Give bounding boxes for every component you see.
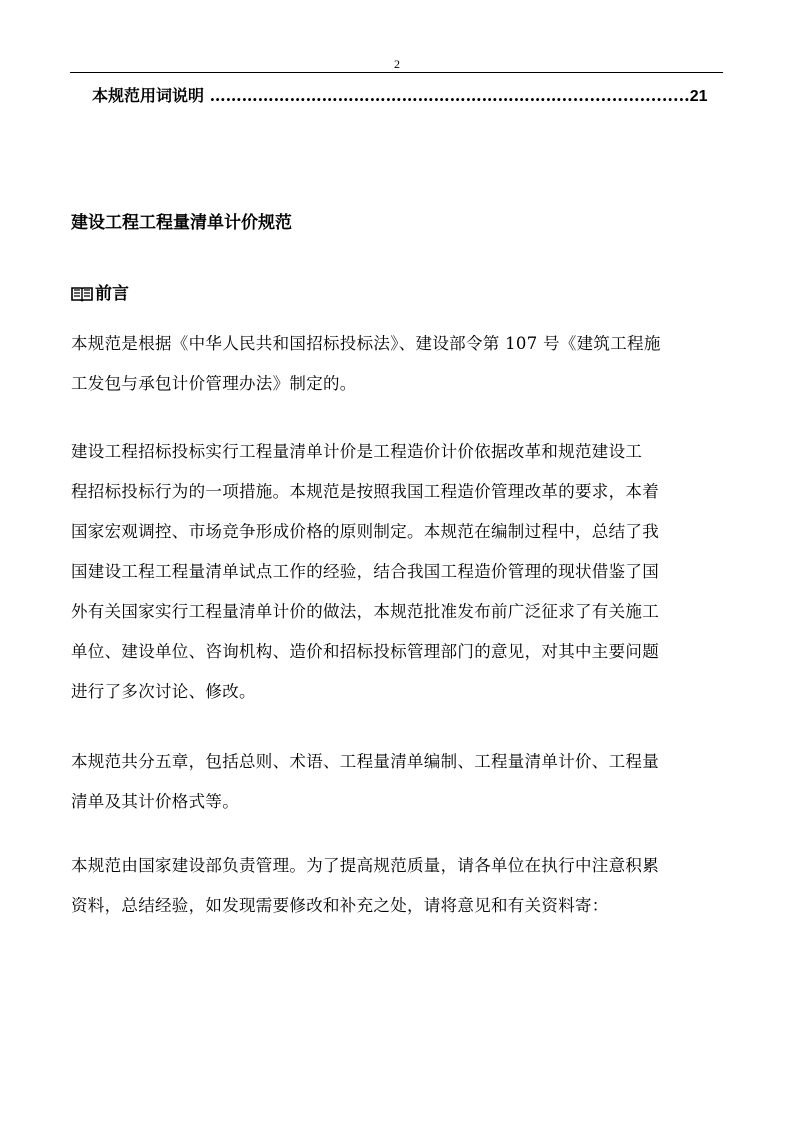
header-rule — [70, 72, 723, 73]
toc-leader-dots: …………………………………………………………....................... — [209, 86, 690, 105]
paragraph-line: 本规范由国家建设部负责管理。为了提高规范质量，请各单位在执行中注意积累 — [71, 856, 659, 875]
paragraph-line: 外有关国家实行工程量清单计价的做法，本规范批准发布前广泛征求了有关施工 — [71, 602, 659, 621]
paragraph-line: 建设工程招标投标实行工程量清单计价是工程造价计价依据改革和规范建设工 — [71, 442, 643, 461]
paragraph-line: 清单及其计价格式等。 — [71, 792, 239, 811]
section-heading-label: 前言 — [95, 284, 129, 304]
paragraph — [71, 432, 731, 712]
paragraph-line: 国建设工程工程量清单试点工作的经验，结合我国工程造价管理的现状借鉴了国 — [71, 562, 659, 581]
paragraph — [71, 324, 731, 404]
toc-entry[interactable] — [92, 84, 708, 109]
paragraph-line: 资料，总结经验，如发现需要修改和补充之处，请将意见和有关资料寄： — [71, 896, 609, 915]
page-number: 2 — [394, 57, 400, 71]
toc-page-number: 21 — [689, 88, 708, 105]
paragraph-line: 国家宏观调控、市场竞争形成价格的原则制定。本规范在编制过程中，总结了我 — [71, 522, 659, 541]
paragraph-line: 进行了多次讨论、修改。 — [71, 682, 256, 701]
document-title: 建设工程工程量清单计价规范 — [71, 213, 292, 233]
section-heading — [71, 281, 129, 307]
paragraph-line: 本规范是根据《中华人民共和国招标投标法》、建设部令第 107 号《建筑工程施 — [71, 334, 661, 353]
paragraph-line: 程招标投标行为的一项措施。本规范是按照我国工程造价管理改革的要求，本着 — [71, 482, 659, 501]
paragraph — [71, 742, 731, 822]
paragraph — [71, 846, 731, 926]
book-icon — [71, 286, 93, 302]
paragraph-line: 单位、建设单位、咨询机构、造价和招标投标管理部门的意见，对其中主要问题 — [71, 642, 659, 661]
toc-entry-label: 本规范用词说明 — [92, 86, 205, 105]
paragraph-line: 工发包与承包计价管理办法》制定的。 — [71, 374, 357, 393]
paragraph-line: 本规范共分五章，包括总则、术语、工程量清单编制、工程量清单计价、工程量 — [71, 752, 659, 771]
